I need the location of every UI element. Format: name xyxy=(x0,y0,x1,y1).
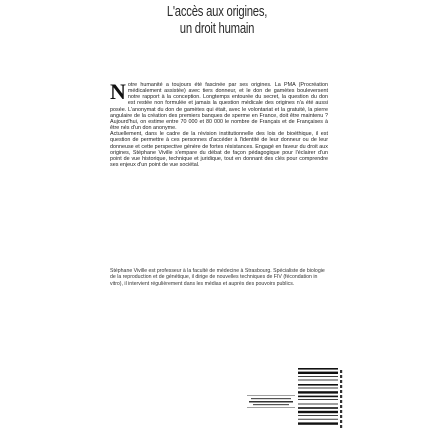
blurb-paragraph-1: otre humanité a toujours été fascinée par ses origines. La PMA (Procréation médicalement assistée) avec tiers donneur, et le don de gamètes bouleversent notre rapport à la conception. Longtemps entourée du secret, la question du don est restée non formulée et jamais la question médicale des origines n'a été aussi posée. L'anonymat du don de gamètes qui était, avec le volontariat et la gratuité, la pierre angulaire de la création des premiers banques de sperme en France, doit être maintenu ? Aujourd'hui, on estime entre 70 000 et 80 000 le nombre de Français et de Françaises à être nés d'un don anonyme. xyxy=(110,82,328,132)
title-line-2: un droit humain xyxy=(179,21,255,37)
barcode-icon xyxy=(296,366,344,432)
publisher-logo-icon xyxy=(247,394,295,412)
blurb-text xyxy=(110,79,328,169)
blurb-paragraph-2: Actuellement, dans le cadre de la révision institutionnelle des lois de bioéthique, il est question de permettre à ces personnes d'accéder à l'identité de leur donneur ou de leur donneuse et cette perspective génère de fortes résistances. Engagé en faveur du droit aux origines, Stéphane Viville s'empare du débat de façon pédagogique pour l'éclairer d'un point de vue historique, technique et juridique, tout en donnant des clés pour comprendre ses enjeux d'un point de vue sociétal. xyxy=(110,131,328,169)
title-line-1: L'accès aux origines, xyxy=(166,4,268,20)
drop-cap: N xyxy=(110,79,126,104)
author-bio: Stéphane Viville est professeur à la faculté de médecine à Strasbourg. Spécialiste de biologie de la reproduction et de génétique, il dirige de nouvelles techniques de FIV (fécondation in vitro), il intervient régulièrement dans les médias et auprès des pouvoirs publics. xyxy=(110,268,325,287)
book-title xyxy=(0,4,434,38)
